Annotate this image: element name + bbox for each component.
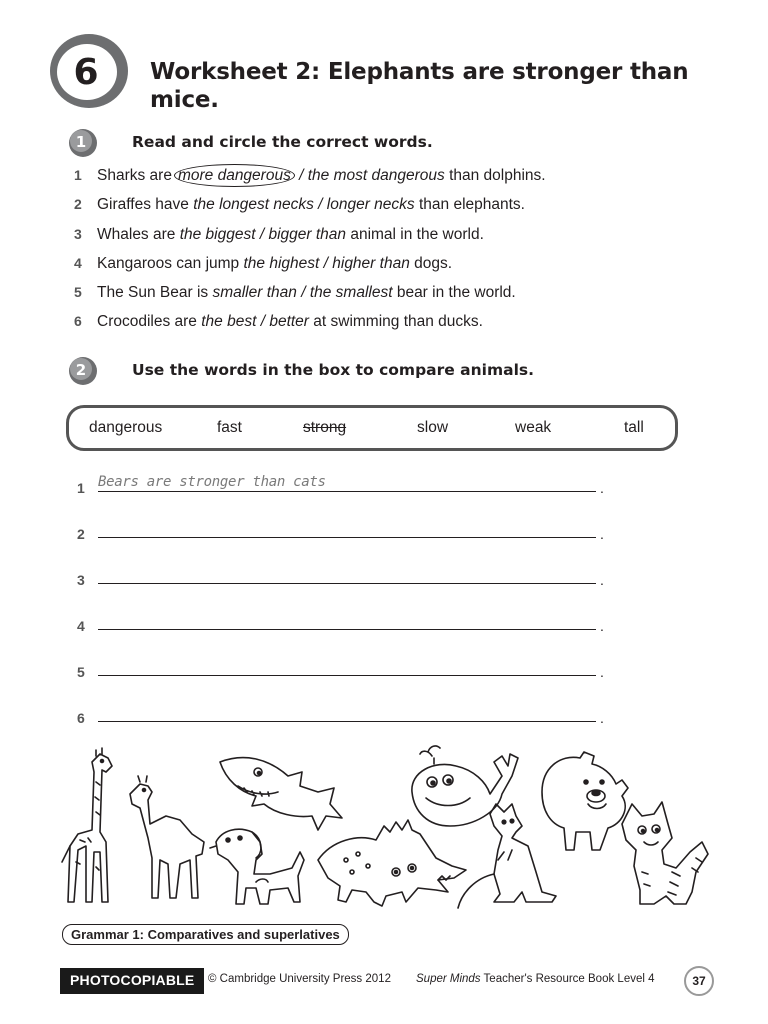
whale-illustration	[412, 746, 518, 826]
answer-option[interactable]: longer necks	[326, 196, 415, 214]
exercise-2-instruction: Use the words in the box to compare animals.	[132, 361, 535, 379]
book-title: Super Minds Teacher's Resource Book Level 4	[416, 973, 655, 985]
shark-illustration	[220, 758, 342, 830]
grammar-topic-tag: Grammar 1: Comparatives and superlatives	[62, 924, 349, 945]
word-box-item-used: strong	[303, 419, 347, 436]
answer-line[interactable]: 2 .	[77, 526, 604, 542]
word-box-item: tall	[624, 419, 644, 436]
page-footer	[60, 968, 714, 994]
kangaroo-illustration	[458, 804, 556, 908]
svg-text:2: 2	[75, 361, 87, 379]
answer-option[interactable]: the longest necks	[193, 196, 314, 214]
answer-option[interactable]: better	[269, 313, 309, 331]
exercise-1-badge	[68, 128, 98, 158]
answer-line[interactable]: 5 .	[77, 664, 604, 680]
list-item: 4 Kangaroos can jump the highest / higher than dogs.	[74, 254, 453, 272]
list-item: 1 Sharks are more dangerous / the most dangerous than dolphins.	[74, 167, 546, 196]
list-item: 6 Crocodiles are the best / better at swimming than ducks.	[74, 313, 483, 331]
answer-option[interactable]: bigger than	[268, 225, 347, 243]
dog-illustration	[210, 829, 304, 904]
written-answer: Bears are stronger than cats	[98, 474, 326, 490]
page-number: 37	[684, 966, 714, 996]
exercise-2-badge	[68, 356, 98, 386]
answer-option[interactable]: the biggest	[179, 225, 256, 243]
word-box-item: weak	[515, 419, 552, 436]
photocopiable-label: PHOTOCOPIABLE	[60, 968, 204, 994]
answer-line[interactable]: 4 .	[77, 618, 604, 634]
answer-option[interactable]: the best	[201, 313, 257, 331]
camel-illustration	[130, 776, 204, 898]
animal-illustrations	[56, 742, 716, 917]
list-item: 5 The Sun Bear is smaller than / the smallest bear in the world.	[74, 284, 516, 302]
giraffe-illustration	[62, 748, 112, 902]
circled-answer[interactable]: more dangerous	[174, 164, 295, 187]
word-box-item: slow	[417, 419, 449, 436]
answer-option[interactable]: smaller than	[212, 284, 297, 302]
crocodile-illustration	[318, 820, 466, 906]
unit-number: 6	[73, 52, 99, 93]
answer-option[interactable]: the most dangerous	[307, 167, 445, 184]
word-box	[66, 405, 678, 451]
unit-number-badge	[48, 32, 130, 110]
copyright-text: © Cambridge University Press 2012	[208, 973, 391, 985]
list-item: 3 Whales are the biggest / bigger than animal in the world.	[74, 225, 484, 243]
cat-illustration	[622, 802, 708, 904]
exercise-1-items	[74, 167, 546, 343]
word-box-item: dangerous	[89, 419, 163, 436]
answer-option[interactable]: the smallest	[309, 284, 393, 302]
page-title: Worksheet 2: Elephants are stronger than mice.	[150, 59, 689, 113]
list-item: 2 Giraffes have the longest necks / longer necks than elephants.	[74, 196, 525, 214]
answer-line[interactable]: 6 .	[77, 710, 604, 726]
bear-illustration	[542, 752, 628, 850]
exercise-1-instruction: Read and circle the correct words.	[132, 133, 433, 151]
answer-option[interactable]: higher than	[332, 254, 410, 272]
answer-option[interactable]: the highest	[243, 254, 320, 272]
word-box-item: fast	[217, 419, 242, 436]
answer-line[interactable]: 3 .	[77, 572, 604, 588]
answer-line[interactable]: 1 Bears are stronger than cats .	[77, 474, 604, 496]
svg-text:1: 1	[75, 133, 87, 151]
